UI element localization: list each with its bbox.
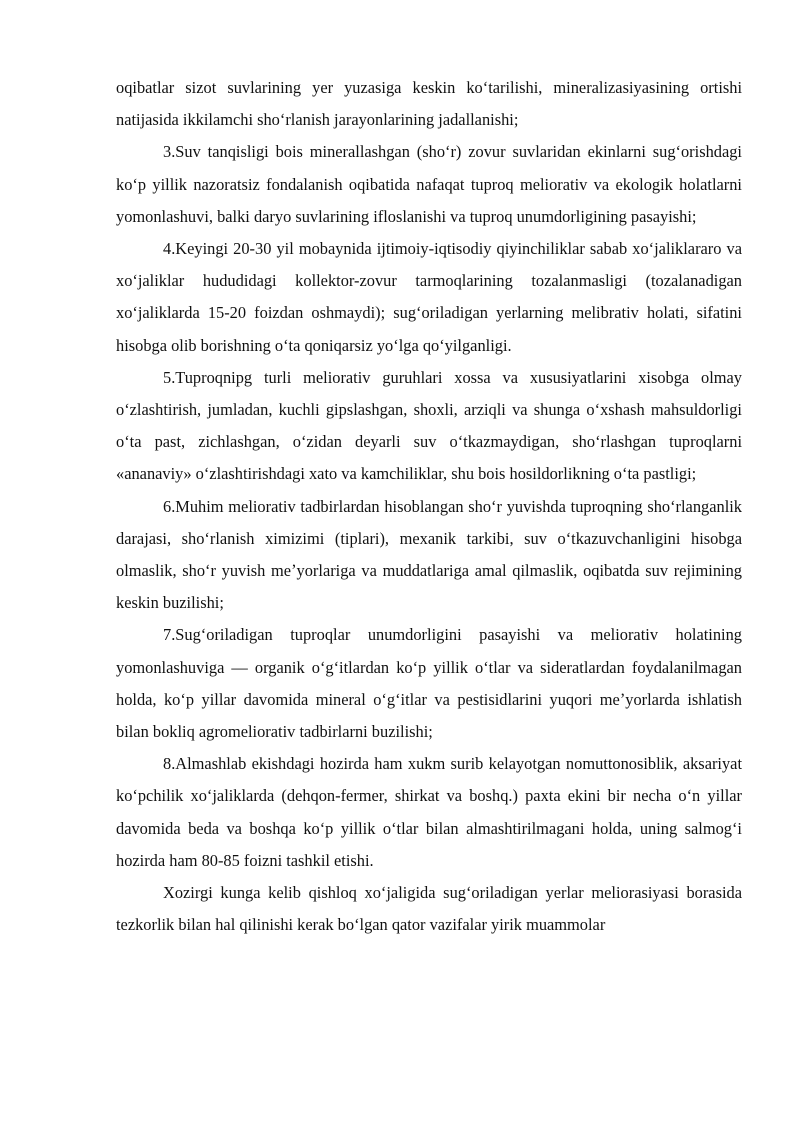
paragraph-item-6: 6.Muhim meliorativ tadbirlardan hisoblangan shoʻr yuvishda tuproqning shoʻrlanganlik darajasi, shoʻrlanish ximizimi (tiplari), mexanik tarkibi, suv oʻtkazuvchanligini hisobga olmaslik, shoʻr yuvish meʼyorlariga va muddatlariga amal qilmaslik, oqibatda suv rejimining keskin buzilishi; [116,496,742,613]
paragraph-item-7: 7.Sugʻoriladigan tuproqlar unumdorligini pasayishi va meliorativ holatining yomonlashuviga — organik oʻgʻitlardan koʻp yillik oʻtlar va sideratlardan foydalanilmagan holda, koʻp yillar davomida mineral oʻgʻitlar va pestisidlarini yuqori meʼyorlarda ishlatish bilan bokliq agromeliorativ tadbirlarni buzilishi; [116,625,742,742]
paragraph-item-3: 3.Suv tanqisligi bois minerallashgan (shoʻr) zovur suvlaridan ekinlarni sugʻorishdagi koʻp yillik nazoratsiz fondalanish oqibatida nafaqat tuproq meliorativ va ekologik holatlarni yomonlashuvi, balki daryo suvlarining ifloslanishi va tuproq unumdorligining pasayishi; [116,142,742,226]
paragraph-item-8: 8.Almashlab ekishdagi hozirda ham xukm surib kelayotgan nomuttonosiblik, aksariyat koʻpchilik xoʻjaliklarda (dehqon-fermer, shirkat va boshq.) paxta ekini bir necha oʻn yillar davomida beda va boshqa koʻp yillik oʻtlar bilan almashtirilmagani holda, uning salmogʻi hozirda ham 80-85 foizni tashkil etishi. [116,754,742,870]
paragraph-continuation: oqibatlar sizot suvlarining yer yuzasiga keskin koʻtarilishi, mineralizasiyasining ortishi natijasida ikkilamchi shoʻrlanish jarayonlarining jadallanishi; [116,78,742,130]
paragraph-conclusion: Xozirgi kunga kelib qishloq xoʻjaligida sugʻoriladigan yerlar meliorasiyasi borasida tezkorlik bilan hal qilinishi kerak boʻlgan qator vazifalar yirik muammolar [116,883,742,935]
document-page [116,72,742,941]
paragraph-item-5: 5.Tuproqnipg turli meliorativ guruhlari xossa va xususiyatlarini xisobga olmay oʻzlashtirish, jumladan, kuchli gipslashgan, shoxli, arziqli va shunga oʻxshash mahsuldorligi oʻta past, zichlashgan, oʻzidan deyarli suv oʻtkazmaydigan, shoʻrlashgan tuproqlarni «ananaviy» oʻzlashtirishdagi xato va kamchiliklar, shu bois hosildorlikning oʻta pastligi; [116,367,742,484]
paragraph-item-4: 4.Keyingi 20-30 yil mobaynida ijtimoiy-iqtisodiy qiyinchiliklar sabab xoʻjaliklararo va xoʻjaliklar hududidagi kollektor-zovur tarmoqlarining tozalanmasligi (tozalanadigan xoʻjaliklarda 15-20 foizdan oshmaydi); sugʻoriladigan yerlarning melibrativ holati, sifatini hisobga olib borishning oʻta qoniqarsiz yoʻlga qoʻyilganligi. [116,239,742,355]
